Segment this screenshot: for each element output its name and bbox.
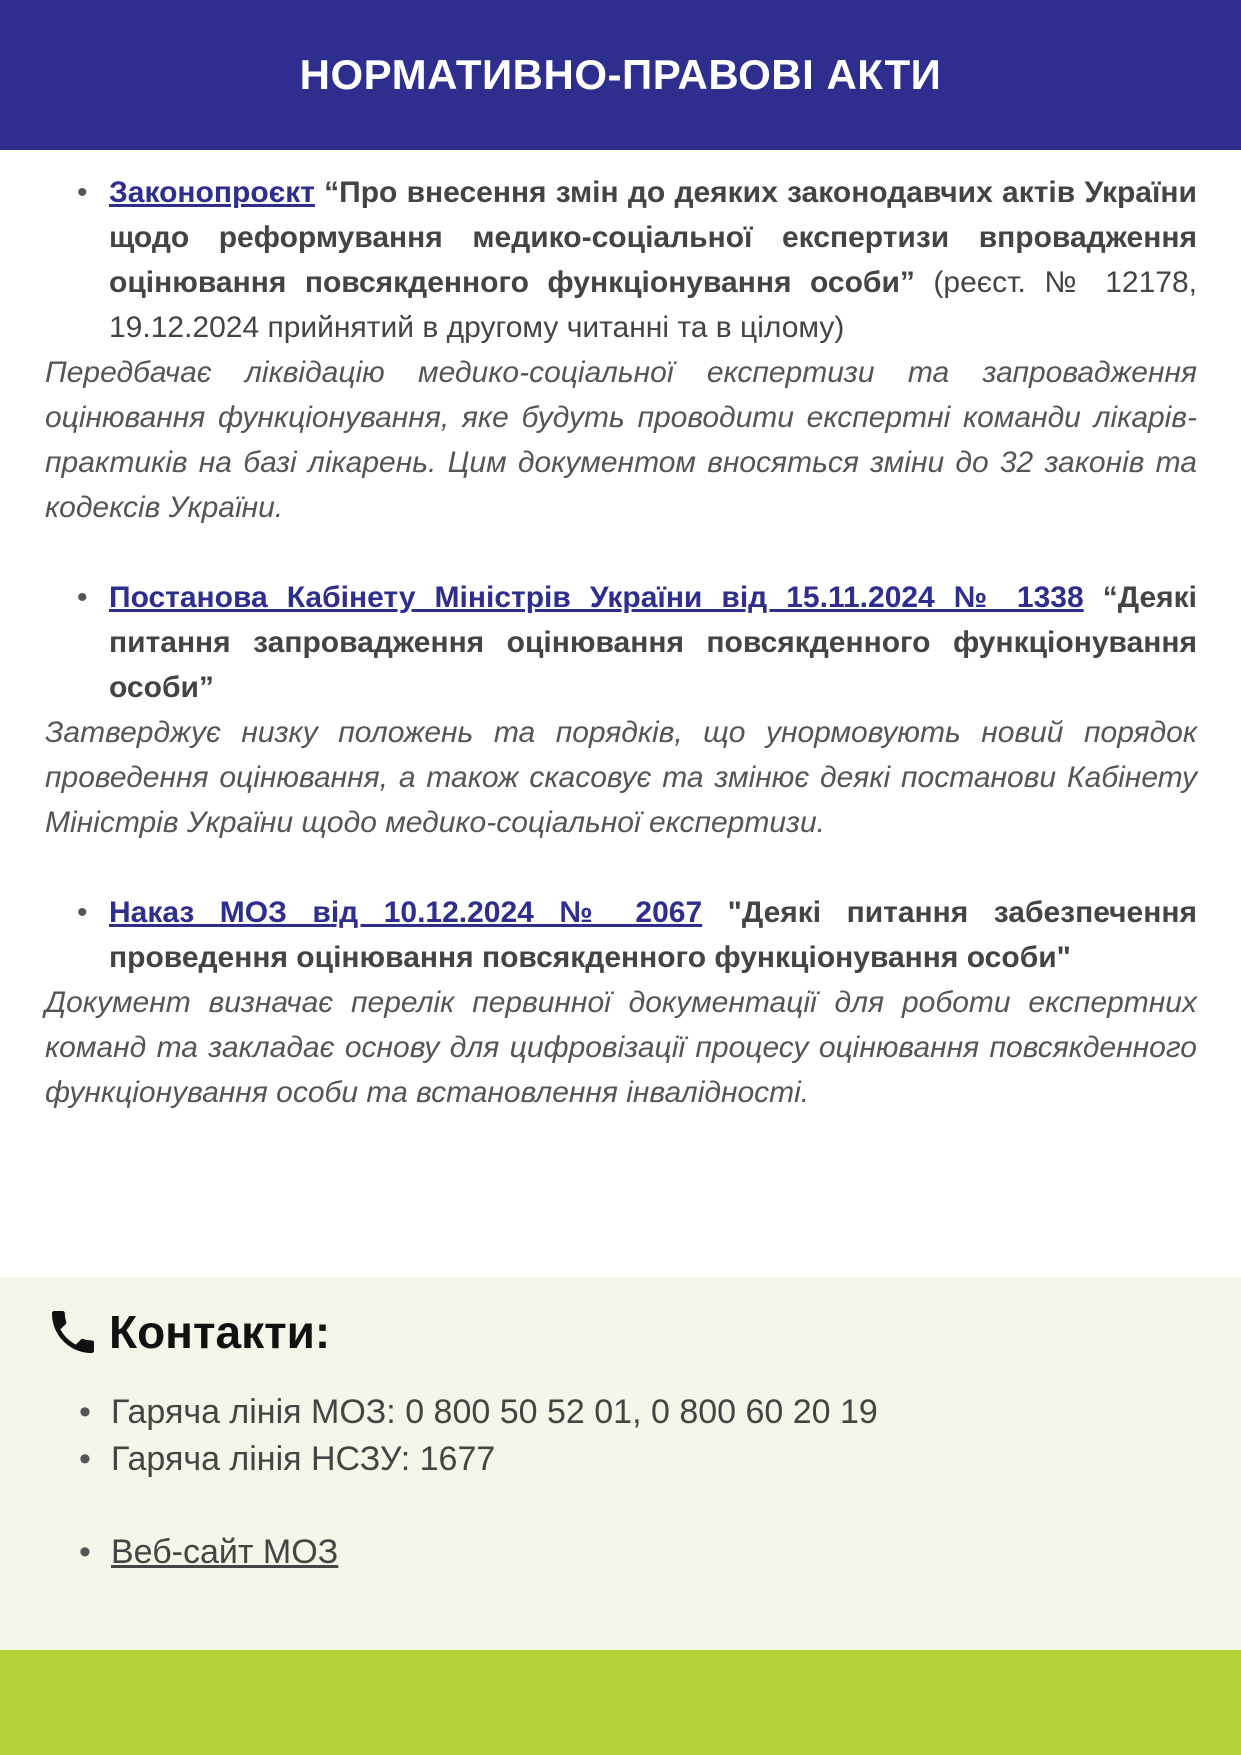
bullet-icon: • — [79, 1393, 91, 1431]
contacts-list — [45, 1389, 878, 1576]
page-title: НОРМАТИВНО-ПРАВОВІ АКТИ — [299, 51, 942, 98]
contact-item — [45, 1389, 878, 1436]
phone-icon — [45, 1304, 101, 1360]
act-link[interactable]: Наказ МОЗ від 10.12.2024 № 2067 — [109, 896, 703, 929]
act-title: “Про внесення змін до деяких законодавчих актів України щодо реформування медико-соціальної експертизи впровадження оцінювання повсякденного функціонування особи” — [109, 176, 1197, 299]
page-header — [0, 0, 1241, 150]
act-item — [45, 170, 1197, 530]
act-title: "Деякі питання забезпечення проведення оцінювання повсякденного функціонування особи" — [109, 896, 1197, 974]
act-item — [45, 575, 1197, 845]
contact-text: Гаряча лінія НСЗУ: 1677 — [111, 1440, 496, 1478]
act-heading — [45, 890, 1197, 980]
contacts-title: Контакти: — [109, 1306, 331, 1358]
act-description: Документ визначає перелік первинної документації для роботи експертних команд та закладає основу для цифровізації процесу оцінювання повсякденного функціонування особи та встановлення інвалідності. — [45, 986, 1197, 1109]
bullet-icon: • — [79, 1533, 91, 1571]
contact-item — [45, 1436, 878, 1483]
bullet-icon: • — [77, 896, 88, 929]
act-link[interactable]: Постанова Кабінету Міністрів України від 15.11.2024 № 1338 — [109, 581, 1084, 614]
contacts-heading — [45, 1304, 330, 1360]
contact-item — [45, 1529, 878, 1576]
footer-bar — [0, 1650, 1241, 1755]
acts-list — [45, 170, 1197, 1115]
bullet-icon: • — [79, 1440, 91, 1478]
contact-text: Гаряча лінія МОЗ: 0 800 50 52 01, 0 800 60 20 19 — [111, 1393, 878, 1431]
act-description: Передбачає ліквідацію медико-соціальної експертизи та запровадження оцінювання функціонування, яке будуть проводити експертні команди лікарів-практиків на базі лікарень. Цим документом вносяться зміни до 32 законів та кодексів України. — [45, 356, 1197, 524]
act-heading — [45, 170, 1197, 350]
act-description: Затверджує низку положень та порядків, що унормовують новий порядок проведення оцінювання, а також скасовує та змінює деякі постанови Кабінету Міністрів України щодо медико-соціальної експертизи. — [45, 716, 1197, 839]
act-link[interactable]: Законопроєкт — [109, 176, 315, 209]
bullet-icon: • — [77, 176, 88, 209]
website-link[interactable]: Веб-сайт МОЗ — [111, 1533, 339, 1571]
bullet-icon: • — [77, 581, 88, 614]
act-heading — [45, 575, 1197, 710]
contacts-section — [0, 1277, 1241, 1650]
act-note: (реєст. № 12178, 19.12.2024 прийнятий в другому читанні та в цілому) — [109, 266, 1197, 344]
act-item — [45, 890, 1197, 1115]
act-title: “Деякі питання запровадження оцінювання повсякденного функціонування особи” — [109, 581, 1197, 704]
